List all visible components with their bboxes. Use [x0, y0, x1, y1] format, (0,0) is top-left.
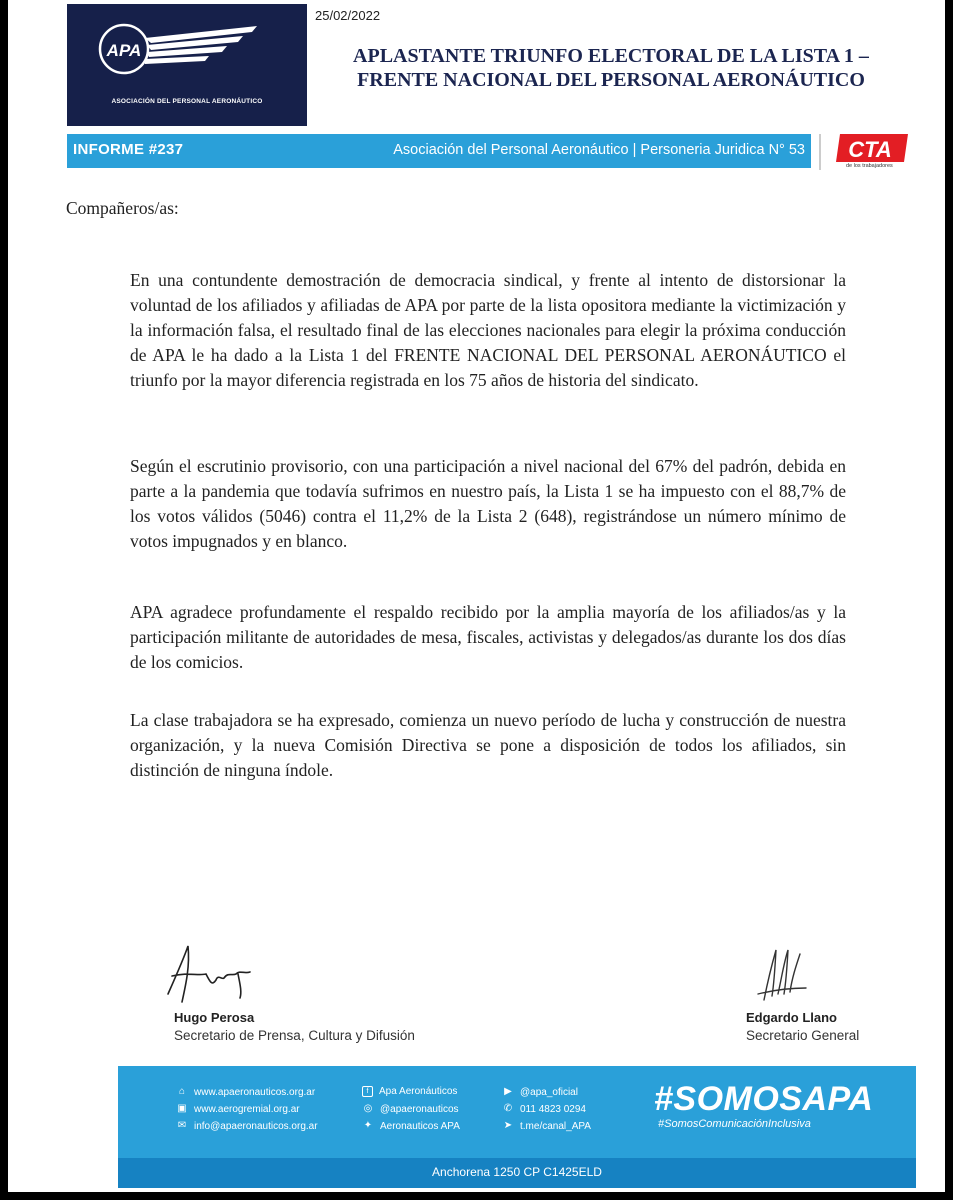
cta-caption: de los trabajadores	[846, 163, 893, 169]
youtube-icon: ▶	[504, 1086, 512, 1097]
footer-banner	[118, 1066, 916, 1188]
footer-contact	[362, 1103, 459, 1115]
contact-email[interactable]: info@apaeronauticos.org.ar	[194, 1120, 318, 1132]
title-line-1: APLASTANTE TRIUNFO ELECTORAL DE LA LISTA 1 –	[353, 45, 869, 67]
instagram-icon: ◎	[363, 1103, 373, 1114]
mail-icon: ✉	[177, 1120, 187, 1131]
telegram-icon: ➤	[503, 1120, 513, 1131]
title-line-2: FRENTE NACIONAL DEL PERSONAL AERONÁUTICO	[357, 69, 865, 91]
document-date: 25/02/2022	[315, 8, 381, 23]
signature-edgardo-llano	[748, 944, 818, 1006]
contact-instagram[interactable]: @apaeronauticos	[380, 1103, 459, 1115]
contact-twitter[interactable]: Aeronauticos APA	[380, 1120, 460, 1132]
contact-website-1[interactable]: www.apaeronauticos.org.ar	[194, 1086, 316, 1098]
signer-left-role: Secretario de Prensa, Cultura y Difusión	[174, 1028, 415, 1043]
hashtag-sub: #SomosComunicaciónInclusiva	[658, 1118, 811, 1130]
footer-contact	[502, 1103, 586, 1115]
contact-phone[interactable]: 011 4823 0294	[520, 1103, 586, 1115]
footer-contact	[362, 1120, 460, 1132]
signer-right-role: Secretario General	[746, 1028, 860, 1043]
footer-contact	[176, 1086, 315, 1098]
apa-logo-block	[67, 4, 307, 126]
contact-facebook[interactable]: Apa Aeronáuticos	[379, 1086, 458, 1097]
greeting: Compañeros/as:	[66, 198, 179, 218]
twitter-icon: ✦	[363, 1120, 373, 1131]
hashtag-main: #SOMOSAPA	[654, 1080, 874, 1118]
paragraph-4: La clase trabajadora se ha expresado, comienza un nuevo período de lucha y construcción de nuestra organización, y la nueva Comisión Directiva se pone a disposición de todos los afiliados, sin distinción de ninguna índole.	[130, 710, 846, 780]
contact-youtube[interactable]: @apa_oficial	[520, 1086, 578, 1098]
organization-line: Asociación del Personal Aeronáutico | Personeria Juridica N° 53	[393, 142, 805, 158]
footer-contact	[176, 1103, 300, 1115]
signer-left-name: Hugo Perosa	[174, 1010, 255, 1025]
signer-right-name: Edgardo Llano	[746, 1010, 837, 1025]
document-page	[8, 0, 945, 1192]
report-number: INFORME #237	[73, 141, 184, 158]
signature-hugo-perosa	[158, 936, 268, 1008]
phone-icon: ✆	[503, 1103, 513, 1114]
web-icon: ▣	[177, 1103, 187, 1114]
footer-contact	[502, 1120, 591, 1132]
page-title	[311, 44, 911, 92]
contact-telegram[interactable]: t.me/canal_APA	[520, 1120, 591, 1132]
logo-acronym: APA	[106, 41, 142, 60]
facebook-icon: f	[362, 1086, 373, 1097]
footer-contact	[176, 1120, 318, 1132]
paragraph-3: APA agradece profundamente el respaldo recibido por la amplia mayoría de los afiliados/as y la participación militante de autoridades de mesa, fiscales, activistas y delegados/as durante los dos días de los comicios.	[130, 602, 846, 672]
footer-contact	[502, 1086, 578, 1098]
contact-website-2[interactable]: www.aerogremial.org.ar	[194, 1103, 300, 1115]
logo-caption: ASOCIACIÓN DEL PERSONAL AERONÁUTICO	[111, 98, 263, 105]
apa-wings-logo-icon	[67, 4, 307, 96]
report-info-bar	[67, 134, 811, 168]
paragraph-1: En una contundente demostración de democracia sindical, y frente al intento de distorsionar la voluntad de los afiliados y afiliadas de APA por parte de la lista opositora mediante la victimización y la información falsa, el resultado final de las elecciones nacionales para elegir la próxima conducción de APA le ha dado a la Lista 1 del FRENTE NACIONAL DEL PERSONAL AERONÁUTICO el triunfo por la mayor diferencia registrada en los 75 años de historia del sindicato.	[130, 270, 846, 390]
footer-address: Anchorena 1250 CP C1425ELD	[432, 1165, 602, 1179]
home-icon: ⌂	[178, 1086, 186, 1097]
paragraph-2: Según el escrutinio provisorio, con una participación a nivel nacional del 67% del padrón, debida en parte a la pandemia que todavía sufrimos en nuestro país, la Lista 1 se ha impuesto con el 88,7% de los votos válidos (5046) contra el 11,2% de la Lista 2 (648), registrándose un número mínimo de votos impugnados y en blanco.	[130, 456, 846, 551]
cta-logo-text: CTA	[848, 137, 892, 162]
footer-contact	[362, 1086, 457, 1097]
